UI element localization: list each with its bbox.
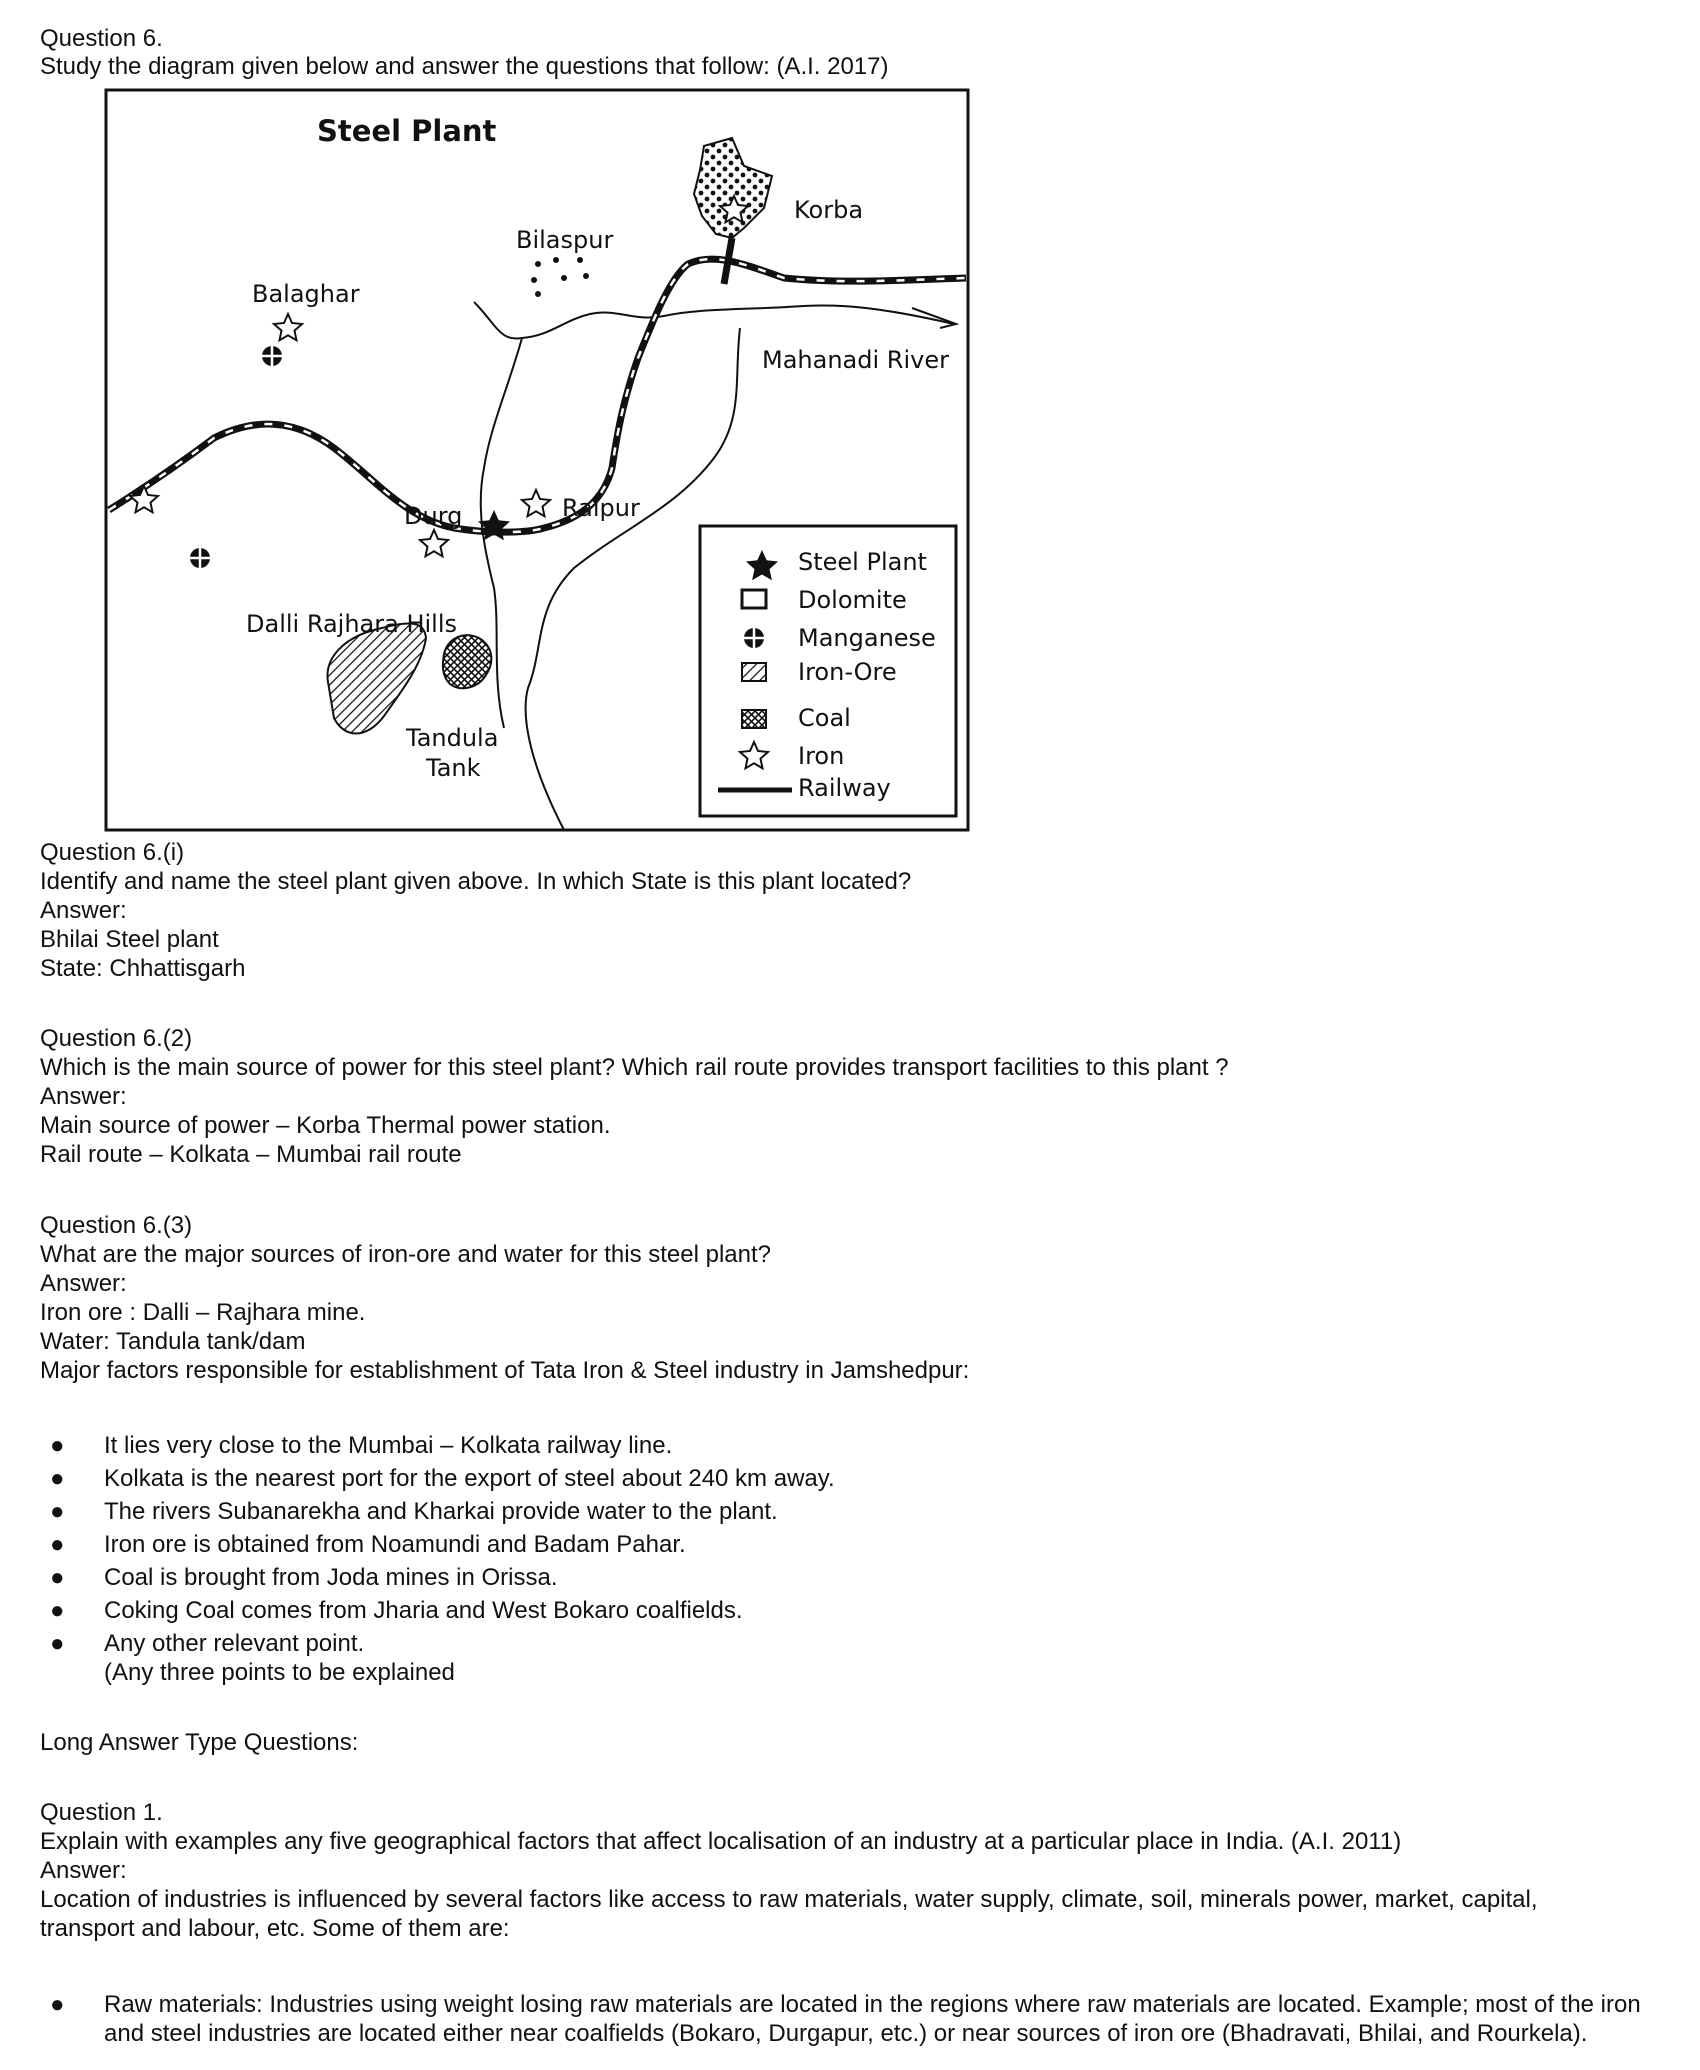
dalli-rajhara-iron-ore (327, 623, 426, 733)
list-item: Any other relevant point. (104, 1630, 365, 1657)
korba-region (694, 138, 772, 238)
list-item: It lies very close to the Mumbai – Kolkata railway line. (104, 1432, 673, 1459)
q6-2-answer-line: Main source of power – Korba Thermal power station. (40, 1112, 611, 1139)
list-item: Coal is brought from Joda mines in Orissa. (104, 1564, 558, 1591)
raipur-star-icon (522, 490, 550, 516)
q6-3-answer-line: Major factors responsible for establishment of Tata Iron & Steel industry in Jamshedpur: (40, 1357, 970, 1384)
label-korba: Korba (794, 196, 864, 224)
legend-iron: Iron (798, 742, 845, 770)
label-durg: Durg (404, 502, 463, 530)
label-mahanadi-river: Mahanadi River (762, 346, 949, 374)
q6-3-question: What are the major sources of iron-ore and water for this steel plant? (40, 1241, 772, 1268)
label-tank: Tank (426, 754, 481, 782)
mahanadi-river (474, 302, 954, 339)
question-heading: Question 6. (40, 25, 163, 52)
list-item: Coking Coal comes from Jharia and West Bokaro coalfields. (104, 1597, 743, 1624)
legend-steel-plant: Steel Plant (798, 548, 927, 576)
q6-1-answer-label: Answer: (40, 897, 127, 924)
bullet: ● (50, 1465, 65, 1492)
q6-3-answer-line: Water: Tandula tank/dam (40, 1328, 306, 1355)
list-item: Iron ore is obtained from Noamundi and Badam Pahar. (104, 1531, 686, 1558)
lq1-answer-label: Answer: (40, 1857, 127, 1884)
legend-manganese: Manganese (798, 624, 936, 652)
manganese-icon-balaghar (260, 344, 284, 368)
q6-2-heading: Question 6.(2) (40, 1025, 193, 1052)
tata-note: (Any three points to be explained (104, 1659, 455, 1686)
q6-1-heading: Question 6.(i) (40, 839, 185, 866)
bullet: ● (50, 1991, 65, 2018)
bullet: ● (50, 1597, 65, 1624)
legend-coal: Coal (798, 704, 851, 732)
list-item: The rivers Subanarekha and Kharkai provide water to the plant. (104, 1498, 778, 1525)
q6-3-answer-line: Iron ore : Dalli – Rajhara mine. (40, 1299, 366, 1326)
bullet: ● (50, 1564, 65, 1591)
river-arrow (912, 308, 956, 328)
list-item: Raw materials: Industries using weight losing raw materials are located in the regions where raw materials are located. Example; most of the iron and steel industries are located either near coalfields (Bokaro, Durgapur, etc.) or near sources of iron ore (Bhadravati, Bhilai, and Rourkela). (104, 1991, 1641, 2047)
map-title: Steel Plant (317, 114, 497, 148)
legend-dolomite-icon (742, 590, 766, 608)
label-raipur: Raipur (562, 494, 640, 522)
tandula-tank (443, 635, 492, 688)
q6-2-question: Which is the main source of power for this steel plant? Which rail route provides transport facilities to this plant ? (40, 1054, 1229, 1081)
question-instruction: Study the diagram given below and answer the questions that follow: (A.I. 2017) (40, 53, 889, 80)
bullet: ● (50, 1432, 65, 1459)
bullet: ● (50, 1498, 65, 1525)
q6-2-answer-label: Answer: (40, 1083, 127, 1110)
bullet: ● (50, 1630, 65, 1657)
q6-1-answer-line: Bhilai Steel plant (40, 926, 219, 953)
bullet: ● (50, 1531, 65, 1558)
long-answer-heading: Long Answer Type Questions: (40, 1729, 359, 1756)
q6-3-answer-label: Answer: (40, 1270, 127, 1297)
label-bilaspur: Bilaspur (516, 226, 614, 254)
steel-plant-map (104, 88, 972, 832)
korba-rail-branch (724, 238, 732, 284)
legend-coal-icon (742, 710, 766, 728)
legend-dolomite: Dolomite (798, 586, 907, 614)
q6-3-heading: Question 6.(3) (40, 1212, 193, 1239)
balaghar-star-icon (274, 314, 302, 340)
map-legend (700, 526, 956, 816)
label-dalli-rajhara: Dalli Rajhara Hills (246, 610, 458, 638)
lq1-heading: Question 1. (40, 1799, 163, 1826)
q6-2-answer-line: Rail route – Kolkata – Mumbai rail route (40, 1141, 462, 1168)
label-tandula: Tandula (406, 724, 499, 752)
label-balaghar: Balaghar (252, 280, 360, 308)
legend-railway: Railway (798, 774, 891, 802)
list-item: Kolkata is the nearest port for the export of steel about 240 km away. (104, 1465, 835, 1492)
legend-iron-ore: Iron-Ore (798, 658, 897, 686)
manganese-icon-west (188, 546, 212, 570)
lq1-intro: Location of industries is influenced by several factors like access to raw materials, water supply, climate, soil, minerals power, market, capital, transport and labour, etc. Some of them are: (40, 1886, 1538, 1942)
q6-1-answer-line: State: Chhattisgarh (40, 955, 246, 982)
q6-1-question: Identify and name the steel plant given above. In which State is this plant located? (40, 868, 912, 895)
legend-iron-ore-icon (742, 663, 766, 681)
bilaspur-dots (531, 257, 589, 297)
lq1-question: Explain with examples any five geographical factors that affect localisation of an industry at a particular place in India. (A.I. 2011) (40, 1828, 1402, 1855)
durg-star-icon (420, 530, 448, 556)
